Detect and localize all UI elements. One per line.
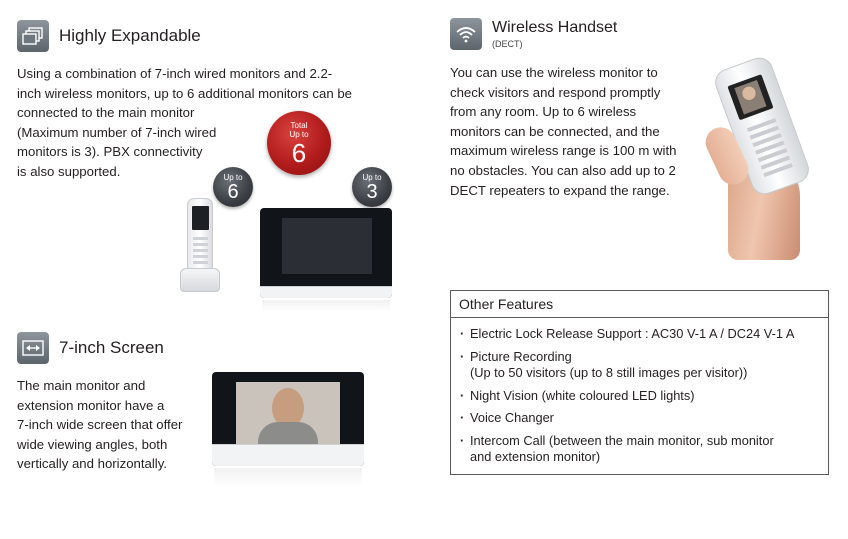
text-line: check visitors and respond promptly: [450, 84, 661, 100]
feature-text: · Intercom Call (between the main monitor, sub monitor: [470, 432, 774, 448]
text-line: monitors is 3). PBX connectivity: [17, 144, 203, 160]
wired-badge-label: Up to: [362, 172, 382, 182]
feature-text: (Up to 50 visitors (up to 8 still images per visitor)): [470, 365, 748, 380]
other-features-title: Other Features: [451, 291, 828, 318]
list-item: [459, 326, 820, 343]
text-line: connected to the main monitor: [17, 105, 195, 121]
wireless-title: Wireless Handset: [492, 19, 618, 36]
text-line: You can use the wireless monitor to: [450, 65, 658, 80]
list-item: [459, 388, 820, 405]
wireless-subtitle: (DECT): [492, 39, 523, 49]
text-line: from any room. Up to 6 wireless: [450, 104, 637, 120]
monitor-reflection: [214, 468, 362, 488]
wired-count-badge: [352, 167, 392, 207]
wide-screen-icon: [17, 332, 49, 364]
wireless-badge-value: 6: [227, 180, 239, 203]
list-item: [459, 433, 820, 466]
wifi-signal-icon: [450, 18, 482, 50]
feature-text: · Electric Lock Release Support : AC30 V-1 A / DC24 V-1 A: [470, 326, 795, 341]
text-line: no obstacles. You can also add up to 2: [450, 162, 676, 178]
wired-badge-value: 3: [366, 180, 378, 203]
feature-text: · Voice Changer: [470, 410, 554, 425]
feature-text: and extension monitor): [470, 449, 601, 464]
features-list: [451, 318, 828, 466]
text-line: wide viewing angles, both: [17, 436, 168, 452]
wireless-handset-image: [180, 198, 220, 292]
screen-title: 7-inch Screen: [59, 338, 164, 357]
text-line: extension monitor have a: [17, 397, 165, 413]
wireless-badge-label: Up to: [223, 172, 243, 182]
other-features-box: [450, 290, 829, 475]
list-item: [459, 349, 820, 382]
total-badge-value: 6: [291, 137, 307, 168]
text-line: monitors can be connected, and the: [450, 123, 660, 139]
feature-text: · Picture Recording: [470, 348, 572, 364]
text-line: The main monitor and: [17, 378, 146, 393]
list-item: [459, 410, 820, 427]
stacked-screens-icon: [17, 20, 49, 52]
screen-header: [17, 332, 164, 364]
wireless-description: [450, 63, 676, 200]
text-line: 7-inch wide screen that offer: [17, 417, 183, 433]
total-badge-upto: Up to: [289, 129, 309, 139]
text-line: Using a combination of 7-inch wired monitors and 2.2-: [17, 66, 333, 81]
total-badge: [267, 111, 331, 175]
monitor-reflection: [262, 300, 390, 312]
text-line: maximum wireless range is 100 m with: [450, 143, 677, 159]
expandable-header: [17, 20, 201, 52]
main-monitor-image: [260, 208, 392, 298]
text-line: (Maximum number of 7-inch wired: [17, 124, 217, 140]
wireless-header: [450, 18, 617, 50]
hand-holding-handset-image: [712, 56, 816, 260]
text-line: DECT repeaters to expand the range.: [450, 182, 670, 198]
total-badge-label: Total: [290, 120, 308, 130]
expandable-title: Highly Expandable: [59, 26, 201, 45]
text-line: vertically and horizontally.: [17, 456, 168, 472]
screen-description: [17, 376, 182, 474]
text-line: inch wireless monitors, up to 6 additional monitors can be: [17, 85, 352, 101]
feature-text: · Night Vision (white coloured LED lights): [470, 387, 695, 403]
text-line: is also supported.: [17, 163, 121, 179]
seven-inch-monitor-image: [212, 372, 364, 466]
